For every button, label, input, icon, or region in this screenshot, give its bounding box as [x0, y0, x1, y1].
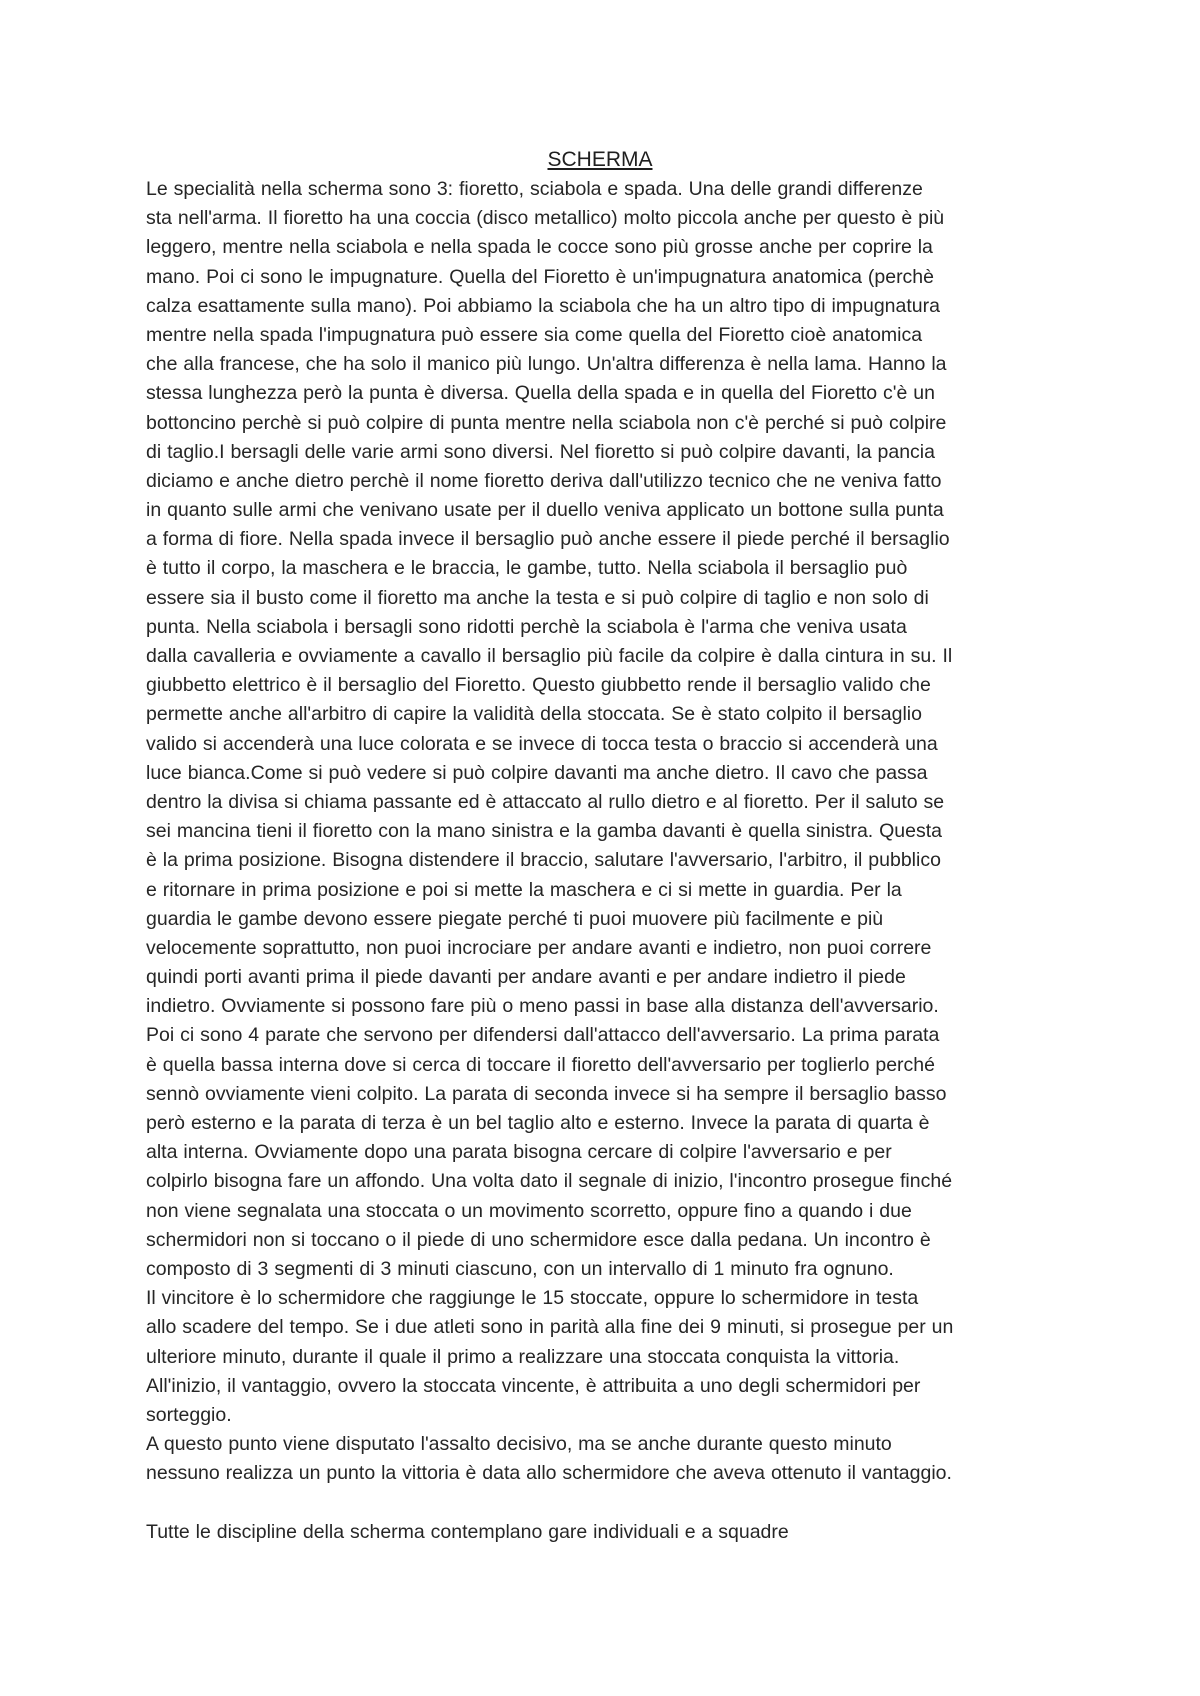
text-line: calza esattamente sulla mano). Poi abbiamo la sciabola che ha un altro tipo di impugnatura [146, 294, 940, 317]
text-line: essere sia il busto come il fioretto ma anche la testa e si può colpire di taglio e non solo di [146, 586, 929, 609]
text-line: però esterno e la parata di terza è un bel taglio alto e esterno. Invece la parata di quarta è [146, 1112, 930, 1134]
text-line: sennò ovviamente vieni colpito. La parata di seconda invece si ha sempre il bersaglio basso [146, 1082, 947, 1105]
text-line: Il vincitore è lo schermidore che raggiunge le 15 stoccate, oppure lo schermidore in testa [146, 1287, 919, 1310]
text-line: quindi porti avanti prima il piede davanti per andare avanti e per andare indietro il piede [146, 966, 906, 989]
text-line: indietro. Ovviamente si possono fare più o meno passi in base alla distanza dell'avversario. [146, 995, 939, 1018]
text-line: nessuno realizza un punto la vittoria è data allo schermidore che aveva ottenuto il vantaggio. [146, 1462, 952, 1485]
text-line: composto di 3 segmenti di 3 minuti ciascuno, con un intervallo di 1 minuto fra ognuno. [146, 1257, 894, 1280]
text-line: All'inizio, il vantaggio, ovvero la stoccata vincente, è attribuita a uno degli schermidori per [146, 1374, 921, 1397]
text-line: stessa lunghezza però la punta è diversa. Quella della spada e in quella del Fioretto c'è un [146, 382, 935, 405]
text-line: colpirlo bisogna fare un affondo. Una volta dato il segnale di inizio, l'incontro prosegue finché [146, 1170, 953, 1193]
text-line: è la prima posizione. Bisogna distendere il braccio, salutare l'avversario, l'arbitro, il pubblico [146, 849, 941, 872]
text-line: è tutto il corpo, la maschera e le braccia, le gambe, tutto. Nella sciabola il bersaglio può [146, 557, 908, 580]
text-line: Poi ci sono 4 parate che servono per difendersi dall'attacco dell'avversario. La prima parata [146, 1024, 940, 1047]
text-line: alta interna. Ovviamente dopo una parata bisogna cercare di colpire l'avversario e per [146, 1141, 892, 1164]
text-line: bottoncino perchè si può colpire di punta mentre nella sciabola non c'è perché si può colpire [146, 411, 947, 434]
text-line: ulteriore minuto, durante il quale il primo a realizzare una stoccata conquista la vittoria. [146, 1345, 900, 1368]
text-line: sei mancina tieni il fioretto con la mano sinistra e la gamba davanti è quella sinistra. Questa [146, 820, 942, 843]
text-line: e ritornare in prima posizione e poi si mette la maschera e ci si mette in guardia. Per la [146, 878, 902, 901]
text-line: leggero, mentre nella sciabola e nella spada le cocce sono più grosse anche per coprire la [146, 236, 933, 259]
text-line: permette anche all'arbitro di capire la validità della stoccata. Se è stato colpito il bersaglio [146, 703, 922, 726]
page-title: SCHERMA [547, 148, 653, 171]
text-line: sorteggio. [146, 1403, 232, 1426]
text-line: giubbetto elettrico è il bersaglio del Fioretto. Questo giubbetto rende il bersaglio valido che [146, 674, 931, 697]
blank-line [146, 1488, 1066, 1517]
text-line: che alla francese, che ha solo il manico più lungo. Un'altra differenza è nella lama. Hanno la [146, 353, 947, 376]
text-line: in quanto sulle armi che venivano usate per il duello veniva applicato un bottone sulla punta [146, 499, 944, 522]
body-text [146, 175, 1066, 1547]
text-line: dentro la divisa si chiama passante ed è attaccato al rullo dietro e al fioretto. Per il saluto se [146, 790, 945, 813]
text-line: di taglio.I bersagli delle varie armi sono diversi. Nel fioretto si può colpire davanti, la pancia [146, 440, 935, 463]
text-line: valido si accenderà una luce colorata e se invece di tocca testa o braccio si accenderà una [146, 732, 938, 755]
text-line: Tutte le discipline della scherma contemplano gare individuali e a squadre [146, 1520, 789, 1543]
text-line: mano. Poi ci sono le impugnature. Quella del Fioretto è un'impugnatura anatomica (perchè [146, 265, 934, 288]
text-line: schermidori non si toccano o il piede di uno schermidore esce dalla pedana. Un incontro è [146, 1228, 931, 1251]
text-line: a forma di fiore. Nella spada invece il bersaglio può anche essere il piede perché il bersaglio [146, 528, 950, 551]
text-line: diciamo e anche dietro perchè il nome fioretto deriva dall'utilizzo tecnico che ne veniva fatto [146, 469, 942, 492]
text-line: mentre nella spada l'impugnatura può essere sia come quella del Fioretto cioè anatomica [146, 323, 923, 346]
text-line: A questo punto viene disputato l'assalto decisivo, ma se anche durante questo minuto [146, 1433, 892, 1456]
text-line: Le specialità nella scherma sono 3: fioretto, sciabola e spada. Una delle grandi differenze [146, 178, 923, 200]
text-line: allo scadere del tempo. Se i due atleti sono in parità alla fine dei 9 minuti, si prosegue per un [146, 1316, 954, 1339]
text-line: sta nell'arma. Il fioretto ha una coccia (disco metallico) molto piccola anche per questo è più [146, 207, 945, 230]
text-line: velocemente soprattutto, non puoi incrociare per andare avanti e indietro, non puoi correre [146, 936, 932, 959]
text-line: non viene segnalata una stoccata o un movimento scorretto, oppure fino a quando i due [146, 1199, 912, 1222]
text-line: luce bianca.Come si può vedere si può colpire davanti ma anche dietro. Il cavo che passa [146, 761, 928, 784]
text-line: punta. Nella sciabola i bersagli sono ridotti perchè la sciabola è l'arma che veniva usata [146, 615, 907, 638]
text-line: dalla cavalleria e ovviamente a cavallo il bersaglio più facile da colpire è dalla cintura in su. Il [146, 645, 953, 667]
text-line: è quella bassa interna dove si cerca di toccare il fioretto dell'avversario per toglierlo perché [146, 1053, 935, 1076]
text-line: guardia le gambe devono essere piegate perché ti puoi muovere più facilmente e più [146, 907, 884, 930]
